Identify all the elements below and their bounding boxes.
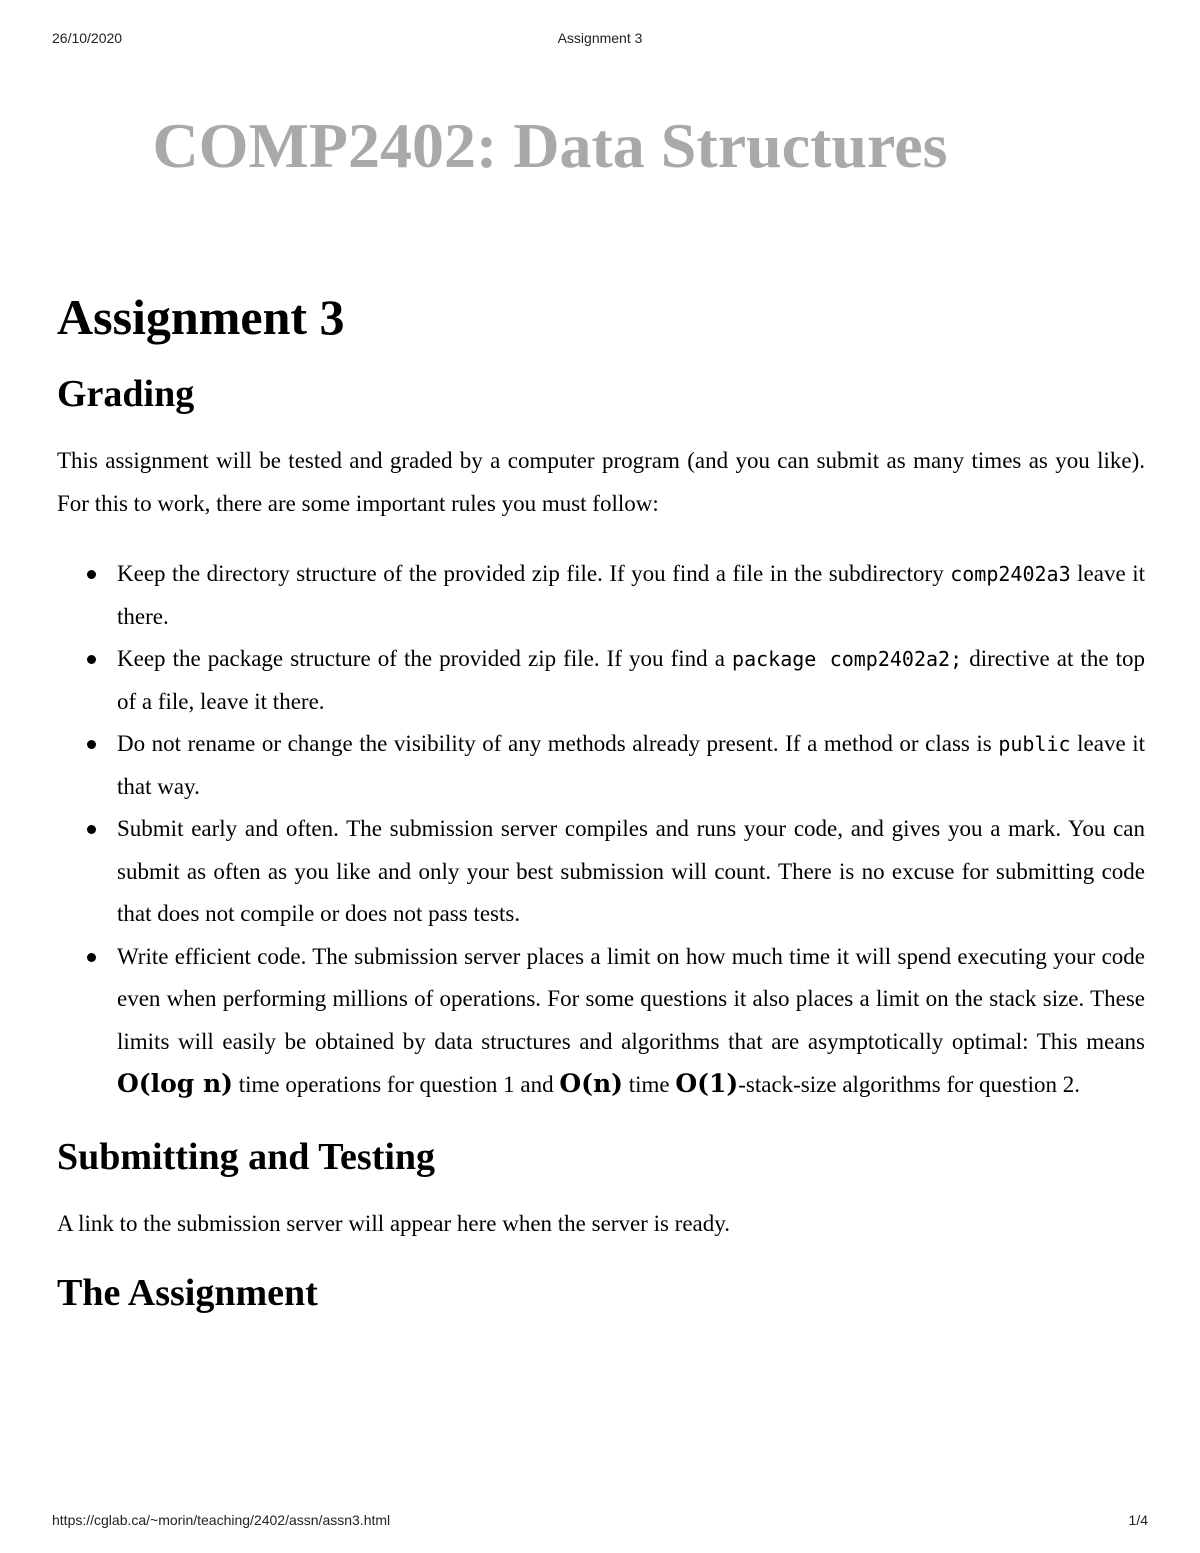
rule-visibility: Do not rename or change the visibility of any methods already present. If a method or class is public leave it that way.	[57, 723, 1145, 808]
print-title: Assignment 3	[557, 30, 643, 46]
main-content	[57, 282, 1145, 1319]
grading-heading: Grading	[57, 373, 195, 415]
page-title: Assignment 3	[57, 289, 345, 345]
bullet-icon	[87, 655, 96, 664]
course-banner: COMP2402: Data Structures	[152, 110, 948, 181]
bullet-icon	[87, 740, 96, 749]
bullet-icon	[87, 825, 96, 834]
print-date: 26/10/2020	[52, 30, 123, 46]
print-footer	[52, 1512, 1148, 1532]
bullet-icon	[87, 953, 96, 962]
code-package-directive: package comp2402a2;	[732, 647, 963, 672]
math-o-n: O(n)	[559, 1069, 623, 1099]
rule-package-structure: Keep the package structure of the provided zip file. If you find a package comp2402a2; directive at the top of a file, leave it there.	[57, 638, 1145, 723]
rule-submit-early: Submit early and often. The submission server compiles and runs your code, and gives you a mark. You can submit as often as you like and only your best submission will count. There is no excuse for submitting code that does not compile or does not pass tests.	[57, 808, 1145, 936]
bullet-icon	[87, 570, 96, 579]
rule-efficient-code: Write efficient code. The submission server places a limit on how much time it will spend executing your code even when performing millions of operations. For some questions it also places a limit on the stack size. These limits will easily be obtained by data structures and algorithms that are asymptotically optimal: This means O(log n) time operations for question 1 and O(n) time O(1)-stack-size algorithms for question 2.	[57, 936, 1145, 1107]
print-url: https://cglab.ca/~morin/teaching/2402/assn/assn3.html	[52, 1512, 391, 1528]
code-directory: comp2402a3	[950, 562, 1071, 587]
print-header	[52, 30, 1148, 50]
assignment-heading: The Assignment	[57, 1272, 318, 1315]
rules-list	[57, 553, 1145, 1107]
print-page-number: 1/4	[1128, 1512, 1148, 1528]
submitting-text: A link to the submission server will appear here when the server is ready.	[57, 1211, 730, 1237]
math-o-log-n: O(log n)	[117, 1069, 233, 1099]
rule-directory-structure: Keep the directory structure of the provided zip file. If you find a file in the subdirectory comp2402a3 leave it there.	[57, 553, 1145, 638]
submitting-heading: Submitting and Testing	[57, 1135, 436, 1178]
grading-intro: This assignment will be tested and graded by a computer program (and you can submit as many times as you like). For this to work, there are some important rules you must follow:	[57, 448, 1145, 517]
code-public: public	[998, 732, 1071, 757]
math-o-1: O(1)	[675, 1069, 739, 1099]
